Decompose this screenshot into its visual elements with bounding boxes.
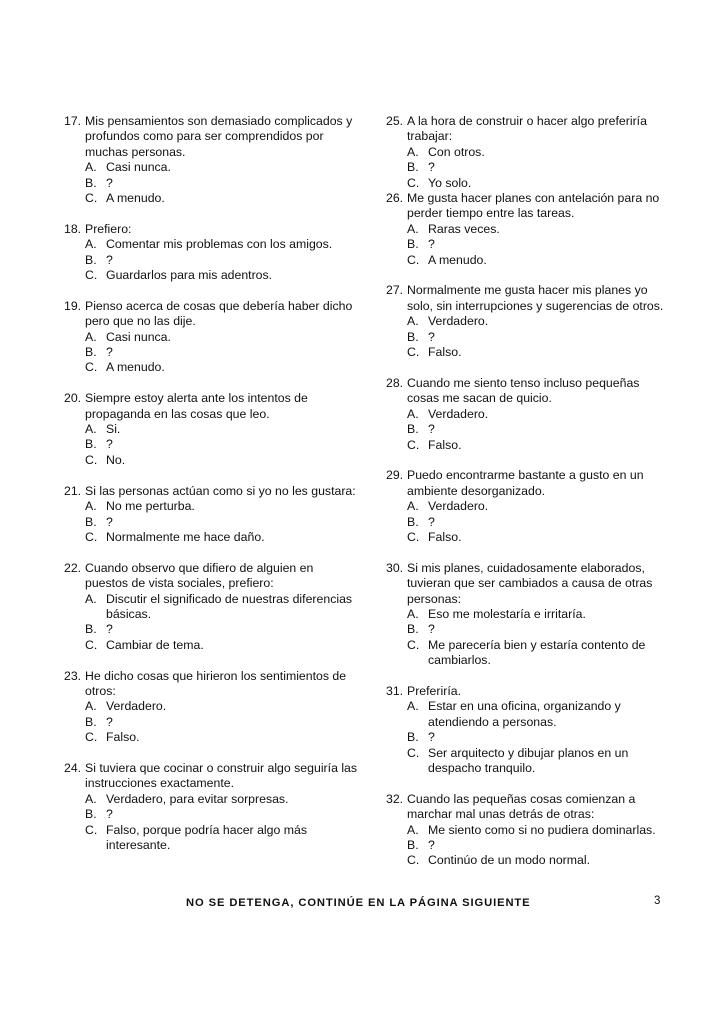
question-30 — [386, 561, 668, 669]
question-20 — [64, 391, 359, 468]
question-text: Puedo encontrarme bastante a gusto en un ambiente desorganizado. — [407, 468, 644, 498]
option-a: A. Raras veces. — [407, 221, 500, 236]
question-text: Pienso acerca de cosas que debería haber dicho pero que no las dije. — [85, 298, 353, 329]
option-c: C. Falso. — [407, 437, 462, 452]
option-b: B. ? — [85, 252, 113, 267]
question-19 — [64, 299, 359, 376]
question-text: Me gusta hacer planes con antelación para no perder tiempo entre las tareas. — [407, 191, 660, 221]
question-text: Prefiero: — [85, 221, 132, 236]
question-27 — [386, 283, 668, 360]
option-c: C. Falso. — [85, 730, 140, 745]
option-a: A. Estar en una oficina, organizando y atendiendo a personas. — [407, 699, 621, 729]
question-text: Si mis planes, cuidadosamente elaborados, tuvieran que ser cambiados a causa de otras personas: — [407, 560, 653, 606]
question-26 — [386, 191, 668, 268]
page-number: 3 — [654, 895, 661, 907]
option-c: C. Normalmente me hace daño. — [85, 529, 265, 544]
question-23 — [64, 669, 359, 746]
option-a: A. Casi nunca. — [85, 329, 171, 344]
question-text: Si las personas actúan como si yo no les gustara: — [85, 483, 356, 498]
option-c: C. Yo solo. — [407, 175, 472, 190]
option-b: B. ? — [85, 807, 113, 822]
question-text: He dicho cosas que hirieron los sentimientos de otros: — [85, 668, 347, 698]
question-text: A la hora de construir o hacer algo preferiría trabajar: — [407, 114, 647, 144]
option-b: B. ? — [85, 622, 113, 637]
option-a: A. No me perturba. — [85, 499, 195, 514]
question-22 — [64, 561, 359, 653]
footer-notice: NO SE DETENGA, CONTINÚE EN LA PÁGINA SIGUIENTE — [186, 897, 531, 909]
question-number: 22. — [64, 560, 82, 575]
question-28 — [386, 376, 668, 453]
question-text: Cuando las pequeñas cosas comienzan a marchar mal unas detrás de otras: — [407, 791, 636, 822]
option-c: C. A menudo. — [85, 191, 165, 206]
option-a: A. Con otros. — [407, 144, 485, 159]
question-24 — [64, 761, 359, 853]
question-number: 20. — [64, 391, 82, 406]
option-a: A. Verdadero. — [85, 699, 167, 714]
option-b: B. ? — [85, 714, 113, 729]
option-b: B. ? — [407, 237, 435, 252]
question-18 — [64, 222, 359, 284]
question-text: Normalmente me gusta hacer mis planes yo solo, sin interrupciones y sugerencias de otros. — [407, 283, 664, 313]
right-column — [386, 114, 668, 869]
option-c: C. Me parecería bien y estaría contento de cambiarlos. — [407, 637, 646, 668]
option-b: B. ? — [85, 345, 113, 360]
option-b: B. ? — [85, 437, 113, 452]
question-number: 28. — [386, 375, 404, 390]
question-text: Mis pensamientos son demasiado complicados y profundos como para ser comprendidos por muchas personas. — [85, 114, 353, 159]
option-a: A. Discutir el significado de nuestras diferencias básicas. — [85, 591, 353, 621]
question-number: 26. — [386, 191, 404, 206]
option-c: C. Falso. — [407, 345, 462, 360]
question-number: 29. — [386, 468, 404, 483]
option-b: B. ? — [407, 329, 435, 344]
option-a: A. Verdadero. — [407, 314, 489, 329]
option-a: A. Eso me molestaría e irritaría. — [407, 606, 586, 621]
question-number: 24. — [64, 760, 82, 775]
option-a: A. Me siento como si no pudiera dominarlas. — [407, 822, 656, 837]
question-number: 25. — [386, 114, 404, 128]
question-number: 17. — [64, 114, 82, 128]
option-b: B. ? — [407, 422, 435, 437]
option-b: B. ? — [407, 838, 435, 852]
option-c: C. Ser arquitecto y dibujar planos en un despacho tranquilo. — [407, 745, 629, 775]
question-17 — [64, 114, 359, 206]
option-c: C. Cambiar de tema. — [85, 637, 204, 652]
option-c: C. Continúo de un modo normal. — [407, 853, 591, 868]
option-b: B. ? — [407, 622, 435, 637]
option-c: C. Guardarlos para mis adentros. — [85, 268, 273, 283]
question-25 — [386, 114, 668, 191]
question-text: Siempre estoy alerta ante los intentos de propaganda en las cosas que leo. — [85, 391, 308, 421]
question-32 — [386, 792, 668, 869]
question-number: 27. — [386, 283, 404, 298]
option-a: A. Verdadero. — [407, 499, 489, 514]
option-a: A. Si. — [85, 422, 121, 437]
option-b: B. ? — [407, 160, 435, 175]
option-c: C. A menudo. — [407, 252, 487, 267]
option-b: B. ? — [85, 514, 113, 529]
left-column — [64, 114, 359, 853]
question-number: 21. — [64, 483, 82, 498]
question-text: Cuando observo que difiero de alguien en puestos de vista sociales, prefiero: — [85, 560, 314, 591]
option-c: C. No. — [85, 452, 126, 467]
question-21 — [64, 484, 359, 546]
option-c: C. A menudo. — [85, 360, 165, 375]
option-a: A. Verdadero. — [407, 406, 489, 421]
option-c: C. Falso. — [407, 529, 462, 544]
option-b: B. ? — [407, 514, 435, 529]
question-text: Si tuviera que cocinar o construir algo seguiría las instrucciones exactamente. — [85, 760, 358, 791]
question-number: 30. — [386, 560, 404, 575]
question-number: 18. — [64, 221, 82, 236]
option-c: C. Falso, porque podría hacer algo más interesante. — [85, 822, 307, 852]
question-number: 19. — [64, 298, 82, 313]
option-a: A. Comentar mis problemas con los amigos. — [85, 237, 333, 252]
question-29 — [386, 468, 668, 545]
option-b: B. ? — [85, 175, 113, 190]
option-a: A. Casi nunca. — [85, 160, 171, 175]
question-number: 23. — [64, 668, 82, 683]
option-b: B. ? — [407, 730, 435, 745]
question-text: Cuando me siento tenso incluso pequeñas cosas me sacan de quicio. — [407, 375, 640, 406]
question-number: 32. — [386, 791, 404, 806]
question-31 — [386, 684, 668, 776]
option-a: A. Verdadero, para evitar sorpresas. — [85, 791, 289, 806]
question-number: 31. — [386, 683, 404, 698]
question-text: Preferiría. — [407, 683, 461, 698]
